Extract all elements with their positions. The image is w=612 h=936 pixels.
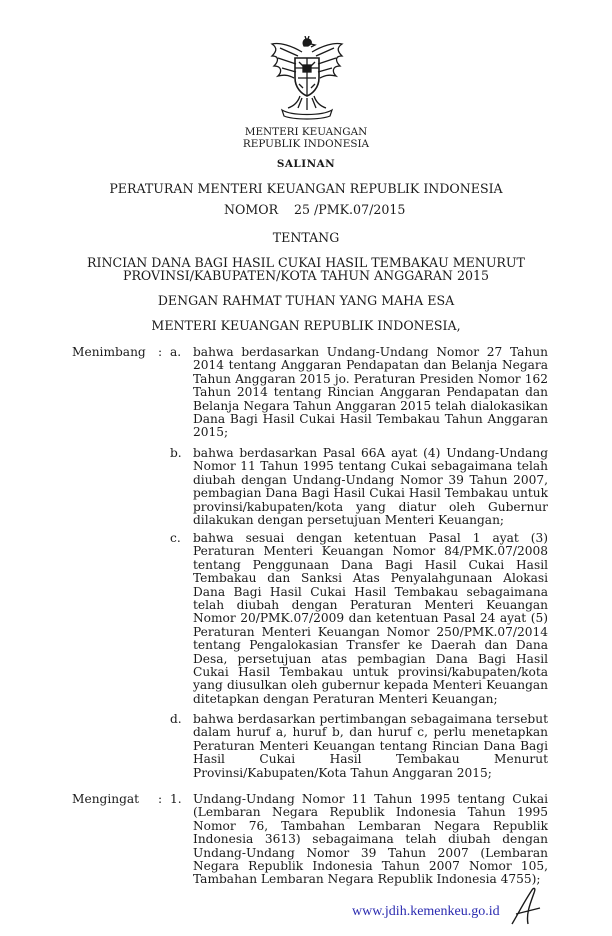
menimbang-marker-b: b. — [170, 446, 182, 460]
subject-line-2: PROVINSI/KABUPATEN/KOTA TAHUN ANGGARAN 2015 — [122, 268, 490, 283]
subject-line-1: RINCIAN DANA BAGI HASIL CUKAI HASIL TEMBAKAU MENURUT — [87, 255, 525, 270]
mengingat-item-1: Undang-Undang Nomor 11 Tahun 1995 tentang Cukai (Lembaran Negara Republik Indonesia Tahun 1995 Nomor 76, Tambahan Lembaran Negara Republik Indonesia 3613) sebagaimana telah diubah dengan Undang-Undang Nomor 39 Tahun 2007 (Lembaran Negara Republik Indonesia Tahun 2007 Nomor 105, Tambahan Lembaran Negara Republik Indonesia 4755); — [193, 792, 548, 887]
menimbang-colon: : — [158, 345, 163, 359]
menimbang-item-b: bahwa berdasarkan Pasal 66A ayat (4) Undang-Undang Nomor 11 Tahun 1995 tentang Cukai sebagaimana telah diubah dengan Undang-Undang Nomor 39 Tahun 2007, pembagian Dana Bagi Hasil Cukai Hasil Tembakau untuk provinsi/kabupaten/kota yang diatur oleh Gubernur dilakukan dengan persetujuan Menteri Keuangan; — [193, 446, 548, 528]
tentang-label: TENTANG — [272, 230, 340, 245]
salinan-stamp: SALINAN — [276, 158, 336, 170]
menimbang-item-a: bahwa berdasarkan Undang-Undang Nomor 27 Tahun 2014 tentang Anggaran Pendapatan dan Belanja Negara Tahun Anggaran 2015 jo. Peraturan Presiden Nomor 162 Tahun 2014 tentang Rincian Anggaran Pendapatan dan Belanja Negara Tahun Anggaran 2015 telah dialokasikan Dana Bagi Hasil Cukai Hasil Tembakau Tahun Anggaran 2015; — [193, 345, 548, 440]
mengingat-marker-1: 1. — [170, 792, 182, 806]
authority-line: MENTERI KEUANGAN REPUBLIK INDONESIA, — [151, 318, 461, 333]
menimbang-marker-c: c. — [170, 531, 181, 545]
nomor-value: 25 /PMK.07/2015 — [294, 202, 406, 217]
nomor-label: NOMOR — [224, 202, 279, 217]
menimbang-marker-d: d. — [170, 712, 182, 726]
ministry-line-2: REPUBLIK INDONESIA — [242, 138, 370, 150]
menimbang-marker-a: a. — [170, 345, 182, 359]
menimbang-label: Menimbang — [72, 345, 146, 359]
mengingat-label: Mengingat — [72, 792, 140, 806]
jdih-url-link[interactable]: www.jdih.kemenkeu.go.id — [352, 904, 500, 919]
paraf-signature-icon — [506, 884, 546, 928]
mengingat-colon: : — [158, 792, 163, 806]
regulation-title: PERATURAN MENTERI KEUANGAN REPUBLIK INDONESIA — [109, 181, 503, 196]
menimbang-item-d: bahwa berdasarkan pertimbangan sebagaimana tersebut dalam huruf a, huruf b, dan huruf c, perlu menetapkan Peraturan Menteri Keuangan tentang Rincian Dana Bagi Hasil Cukai Hasil Tembakau Menurut Provinsi/Kabupaten/Kota Tahun Anggaran 2015; — [193, 712, 548, 780]
garuda-emblem-icon — [268, 36, 346, 120]
menimbang-item-c: bahwa sesuai dengan ketentuan Pasal 1 ayat (3) Peraturan Menteri Keuangan Nomor 84/PMK.07/2008 tentang Penggunaan Dana Bagi Hasil Cukai Hasil Tembakau dan Sanksi Atas Penyalahgunaan Alokasi Dana Bagi Hasil Cukai Hasil Tembakau sebagaimana telah diubah dengan Peraturan Menteri Keuangan Nomor 20/PMK.07/2009 dan ketentuan Pasal 24 ayat (5) Peraturan Menteri Keuangan Nomor 250/PMK.07/2014 tentang Pengalokasian Transfer ke Daerah dan Dana Desa, persetujuan atas pembagian Dana Bagi Hasil Cukai Hasil Tembakau untuk provinsi/kabupaten/kota yang diusulkan oleh gubernur kepada Menteri Keuangan ditetapkan dengan Peraturan Menteri Keuangan; — [193, 531, 548, 706]
ministry-line-1: MENTERI KEUANGAN — [244, 126, 368, 138]
blessing-line: DENGAN RAHMAT TUHAN YANG MAHA ESA — [157, 293, 455, 308]
